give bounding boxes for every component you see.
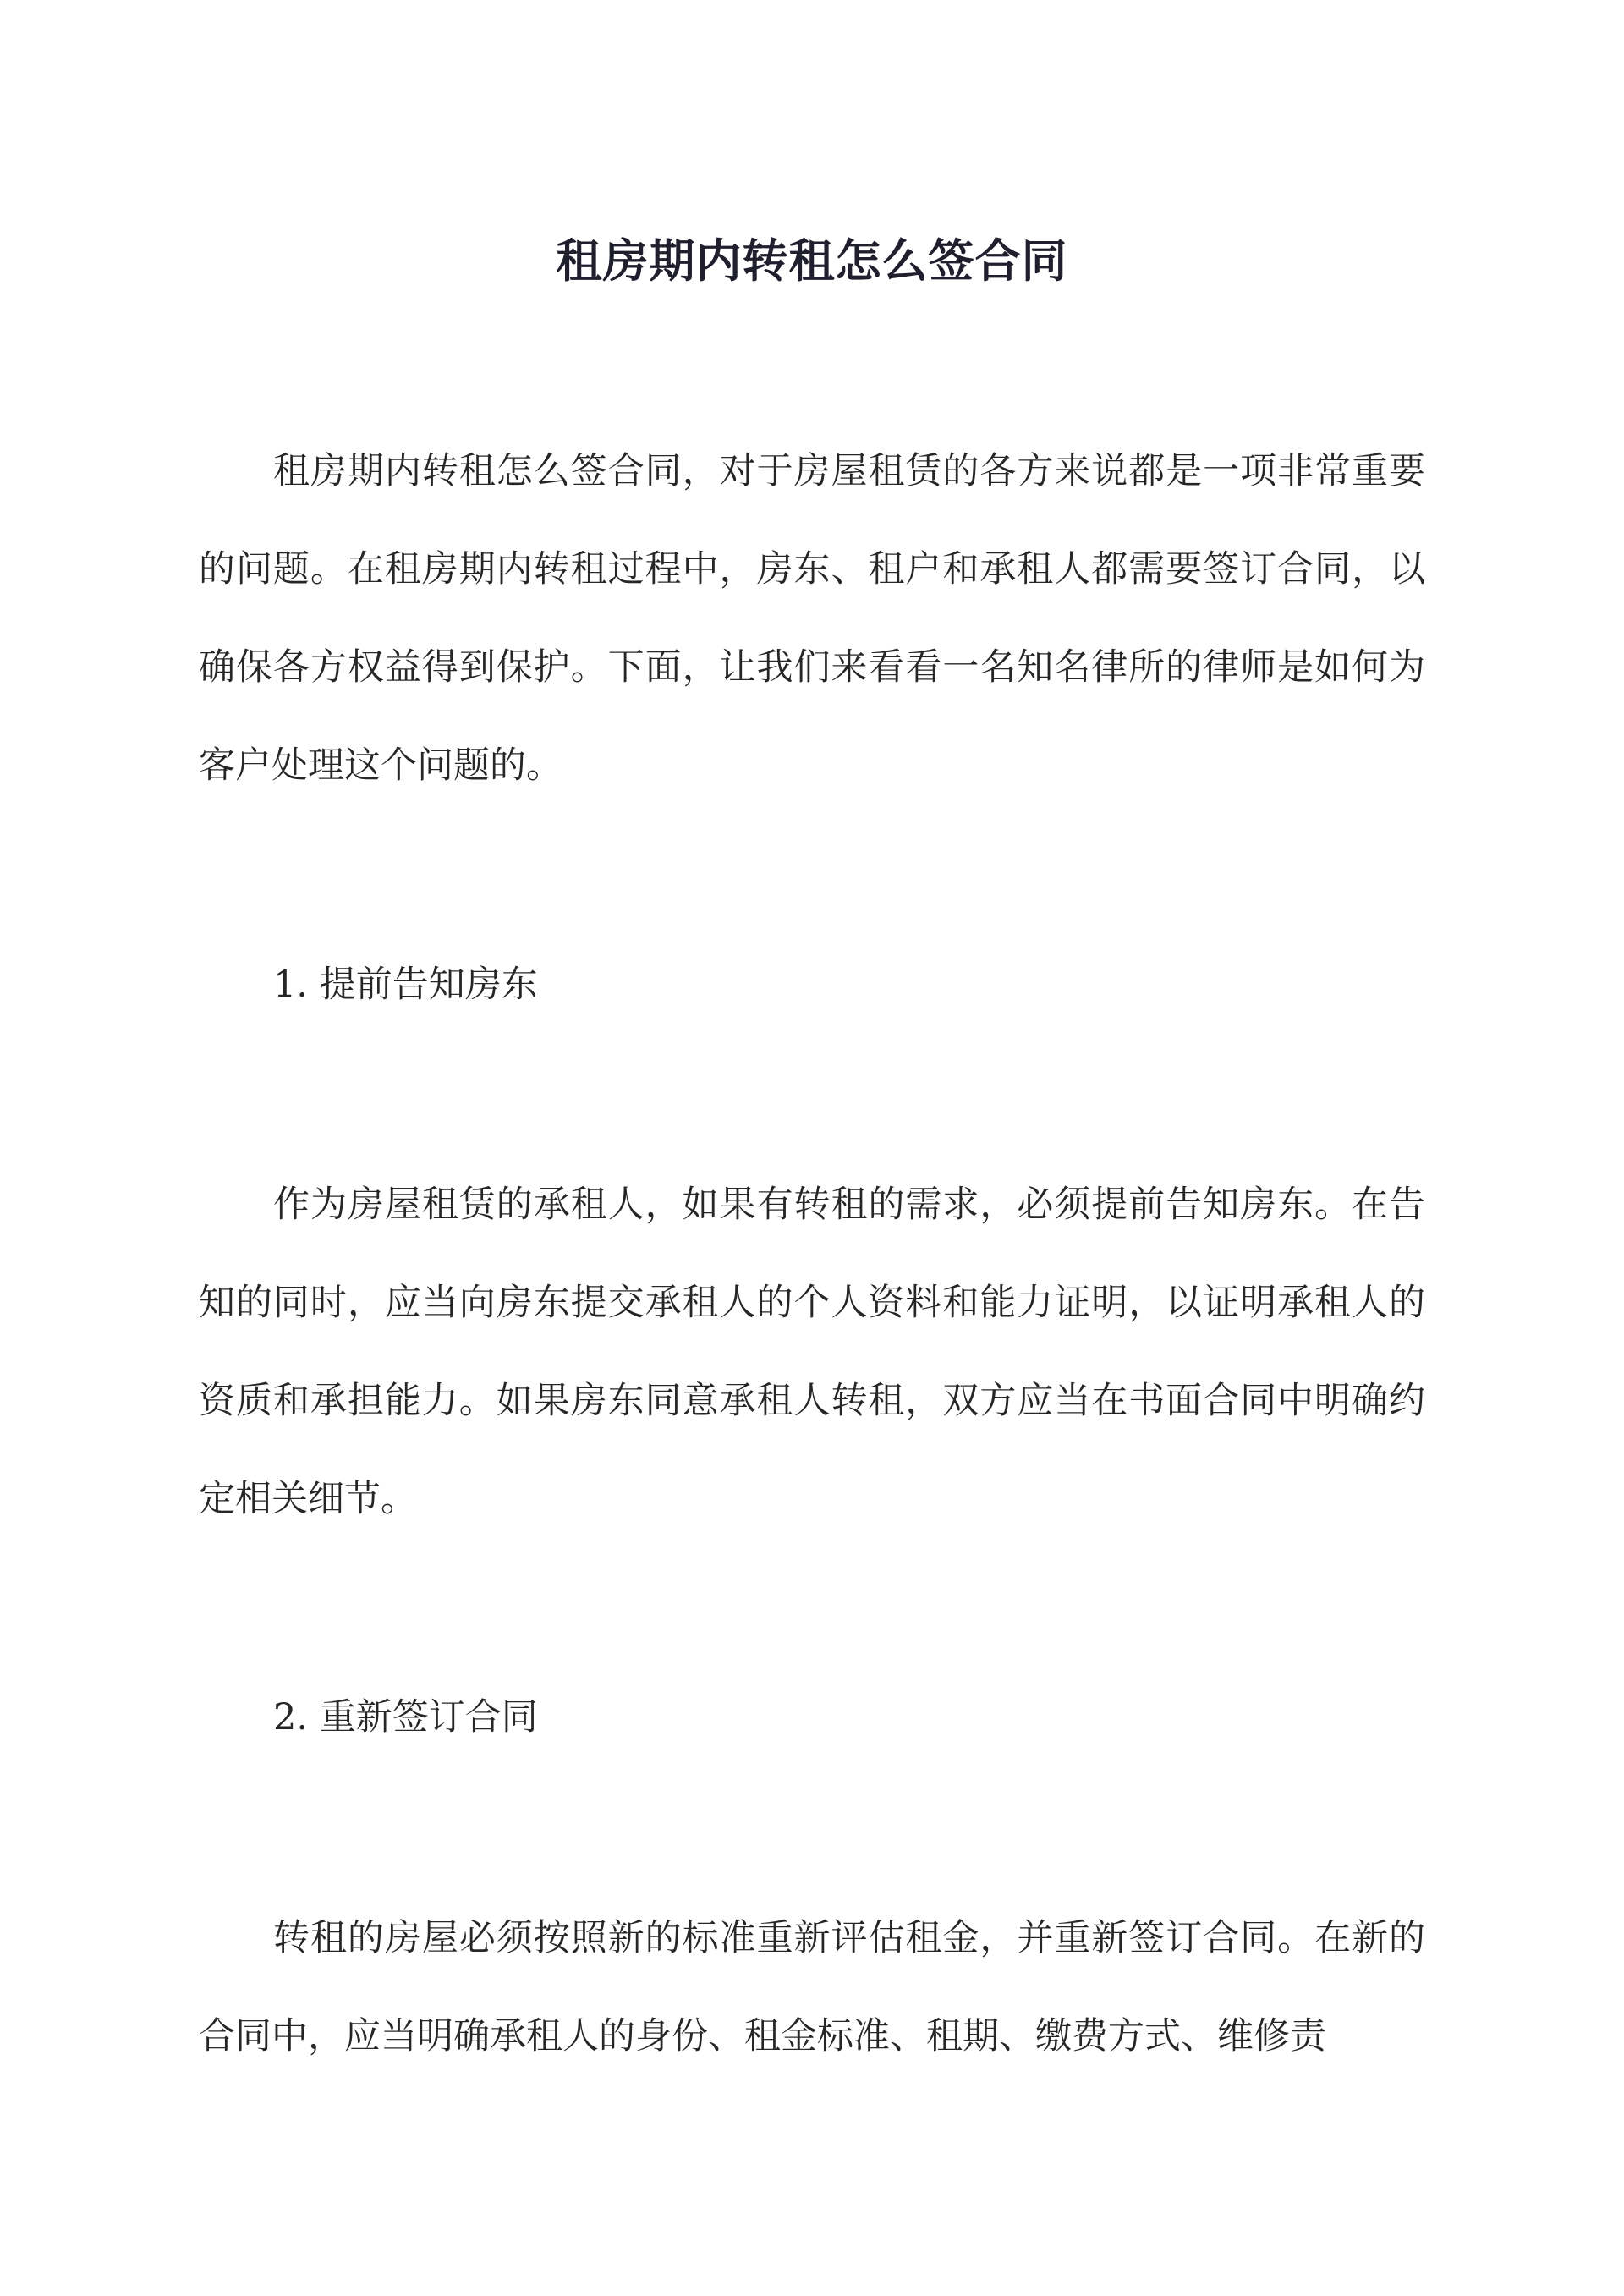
- section-2-paragraph: 转租的房屋必须按照新的标准重新评估租金，并重新签订合同。在新的合同中，应当明确承租人的身份、租金标准、租期、缴费方式、维修责: [199, 1917, 1425, 2057]
- intro-paragraph: 租房期内转租怎么签合同，对于房屋租赁的各方来说都是一项非常重要的问题。在租房期内转租过程中，房东、租户和承租人都需要签订合同，以确保各方权益得到保护。下面，让我们来看看一名知名律所的律师是如何为客户处理这个问题的。: [199, 450, 1425, 787]
- section-1-paragraph: 作为房屋租赁的承租人，如果有转租的需求，必须提前告知房东。在告知的同时，应当向房东提交承租人的个人资料和能力证明，以证明承租人的资质和承担能力。如果房东同意承租人转租，双方应当在书面合同中明确约定相关细节。: [199, 1184, 1425, 1520]
- document-title: 租房期内转租怎么签合同: [556, 233, 1068, 288]
- section-heading-2: 2. 重新签订合同: [273, 1696, 538, 1738]
- section-heading-1: 1. 提前告知房东: [273, 964, 538, 1006]
